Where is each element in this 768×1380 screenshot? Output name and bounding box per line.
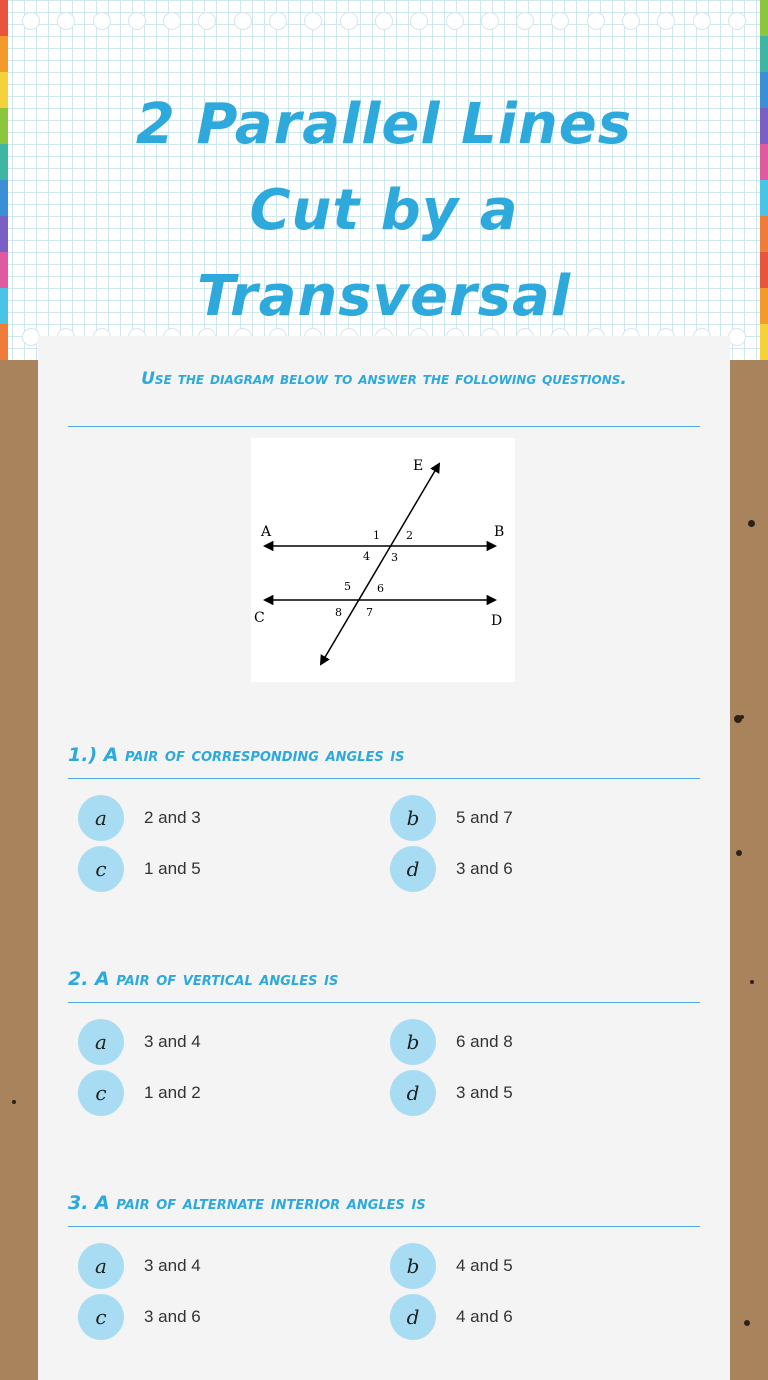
option-label: 3 and 4 — [144, 1256, 201, 1275]
page-title — [60, 82, 708, 340]
cork-speck — [744, 1320, 750, 1326]
option-d[interactable] — [390, 846, 690, 892]
question-3-text: 3. A pair of alternate interior angles is — [68, 1192, 426, 1214]
angle-5: 5 — [344, 580, 351, 593]
diagram-svg — [251, 438, 515, 682]
cork-speck — [734, 715, 742, 723]
option-letter-badge: d — [390, 1294, 436, 1340]
label-c: C — [254, 610, 265, 626]
binder-holes-top — [22, 12, 746, 32]
question-2 — [68, 966, 700, 1129]
angle-7: 7 — [366, 606, 373, 619]
option-c[interactable] — [78, 846, 378, 892]
binder-hole — [340, 12, 358, 30]
angle-1: 1 — [373, 529, 380, 542]
option-label: 6 and 8 — [456, 1032, 513, 1051]
option-label: 3 and 6 — [144, 1307, 201, 1326]
transversal-line — [321, 464, 439, 664]
binder-hole — [657, 12, 675, 30]
question-1 — [68, 742, 700, 905]
rainbow-stripe-right — [760, 0, 768, 360]
question-divider — [68, 1226, 700, 1227]
option-letter-badge: c — [78, 1070, 124, 1116]
option-label: 4 and 5 — [456, 1256, 513, 1275]
option-letter-badge: d — [390, 1070, 436, 1116]
binder-hole — [728, 328, 746, 346]
option-label: 5 and 7 — [456, 808, 513, 827]
title-line-1: 2 Parallel Lines — [135, 92, 633, 157]
binder-hole — [410, 12, 428, 30]
header-banner — [0, 0, 768, 360]
option-b[interactable] — [390, 1019, 690, 1065]
question-2-options — [68, 1019, 700, 1129]
option-c[interactable] — [78, 1070, 378, 1116]
binder-hole — [198, 12, 216, 30]
angle-2: 2 — [406, 529, 413, 542]
angle-3: 3 — [391, 551, 398, 564]
binder-hole — [57, 12, 75, 30]
angle-6: 6 — [377, 582, 384, 595]
parallel-lines-diagram — [251, 438, 515, 682]
label-e: E — [413, 458, 424, 474]
option-letter-badge: a — [78, 1019, 124, 1065]
binder-hole — [163, 12, 181, 30]
option-letter-badge: a — [78, 795, 124, 841]
question-1-text: 1.) A pair of corresponding angles is — [68, 744, 405, 766]
intro-divider — [68, 426, 700, 427]
question-1-options — [68, 795, 700, 905]
cork-speck — [12, 1100, 16, 1104]
option-label: 1 and 5 — [144, 859, 201, 878]
option-a[interactable] — [78, 1243, 378, 1289]
title-line-3: Transversal — [196, 264, 572, 329]
label-d: D — [491, 613, 503, 629]
question-divider — [68, 778, 700, 779]
option-a[interactable] — [78, 795, 378, 841]
option-label: 3 and 6 — [456, 859, 513, 878]
option-a[interactable] — [78, 1019, 378, 1065]
option-letter-badge: b — [390, 1019, 436, 1065]
option-label: 3 and 4 — [144, 1032, 201, 1051]
option-d[interactable] — [390, 1070, 690, 1116]
binder-hole — [693, 12, 711, 30]
binder-hole — [622, 12, 640, 30]
rainbow-stripe-left — [0, 0, 8, 360]
question-3 — [68, 1190, 700, 1353]
binder-hole — [728, 12, 746, 30]
option-letter-badge: b — [390, 795, 436, 841]
option-b[interactable] — [390, 795, 690, 841]
option-label: 1 and 2 — [144, 1083, 201, 1102]
option-letter-badge: c — [78, 1294, 124, 1340]
binder-hole — [304, 12, 322, 30]
cork-speck — [748, 520, 755, 527]
binder-hole — [587, 12, 605, 30]
binder-hole — [446, 12, 464, 30]
binder-hole — [269, 12, 287, 30]
option-letter-badge: b — [390, 1243, 436, 1289]
cork-speck — [750, 980, 754, 984]
option-letter-badge: d — [390, 846, 436, 892]
binder-hole — [481, 12, 499, 30]
question-3-options — [68, 1243, 700, 1353]
binder-hole — [551, 12, 569, 30]
option-d[interactable] — [390, 1294, 690, 1340]
label-a: A — [261, 524, 272, 540]
binder-hole — [375, 12, 393, 30]
angle-8: 8 — [335, 606, 342, 619]
binder-hole — [516, 12, 534, 30]
option-label: 4 and 6 — [456, 1307, 513, 1326]
binder-hole — [22, 12, 40, 30]
question-divider — [68, 1002, 700, 1003]
binder-hole — [128, 12, 146, 30]
question-2-text: 2. A pair of vertical angles is — [68, 968, 339, 990]
angle-4: 4 — [363, 550, 370, 563]
option-c[interactable] — [78, 1294, 378, 1340]
option-letter-badge: a — [78, 1243, 124, 1289]
option-b[interactable] — [390, 1243, 690, 1289]
title-line-2: Cut by a — [249, 178, 519, 243]
option-label: 2 and 3 — [144, 808, 201, 827]
label-b: B — [494, 524, 505, 540]
intro-text: Use the diagram below to answer the following questions. — [141, 369, 627, 389]
cork-speck — [736, 850, 742, 856]
worksheet-card — [38, 336, 730, 1380]
binder-hole — [234, 12, 252, 30]
binder-hole — [93, 12, 111, 30]
option-label: 3 and 5 — [456, 1083, 513, 1102]
option-letter-badge: c — [78, 846, 124, 892]
